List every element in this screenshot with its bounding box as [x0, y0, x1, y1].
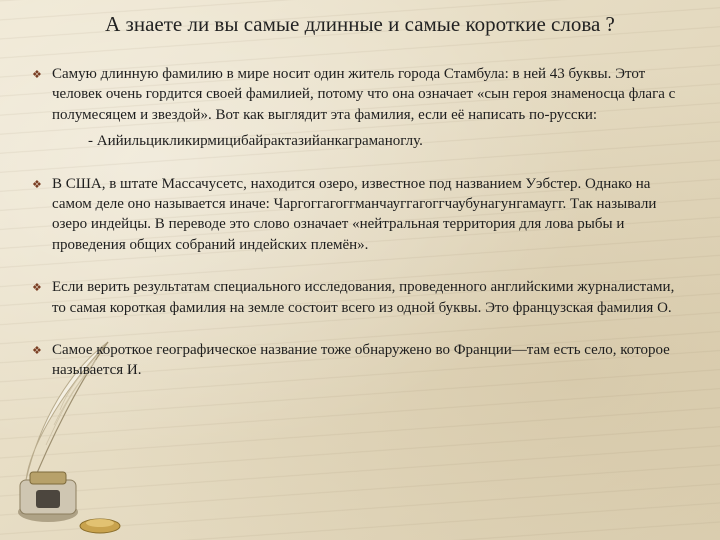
bullet-icon: ❖	[32, 69, 42, 81]
bullet-list	[30, 64, 690, 381]
list-item	[30, 174, 690, 256]
item-text: Самую длинную фамилию в мире носит один житель города Стамбула: в ней 43 буквы. Этот человек очень гордится своей фамилией, потому что она означает «сын героя знаменосца флага с полумесяцем и звездой». Вот как выглядит эта фамилия, если её написать по-русски:	[52, 66, 676, 123]
item-text: Если верить результатам специального исследования, проведенного английскими журналистами, то самая короткая фамилия на земле состоит всего из одной буквы. Это французская фамилия О.	[52, 279, 675, 316]
item-text: В США, в штате Массачусетс, находится озеро, известное под названием Уэбстер. Однако на самом деле оно называется иначе: Чаргоггагоггманчауггагоггчаубунагунгамаугг. Так называли озеро индейцы. В переводе это слово означает «нейтральная территория для лова рыбы и проведения общих собраний индейских племён».	[52, 175, 657, 253]
list-item	[30, 340, 690, 381]
item-subtext: - Аийильцикликирмицибайрактазийанкаграманоглу.	[88, 133, 423, 150]
item-text: Самое короткое географическое название тоже обнаружено во Франции—там есть село, которое называется И.	[52, 342, 670, 379]
list-item	[30, 277, 690, 318]
bullet-icon: ❖	[32, 282, 42, 295]
page-title: А знаете ли вы самые длинные и самые короткие слова ?	[105, 12, 615, 36]
bullet-icon: ❖	[32, 178, 42, 191]
list-item	[30, 64, 690, 152]
bullet-icon: ❖	[32, 345, 42, 358]
